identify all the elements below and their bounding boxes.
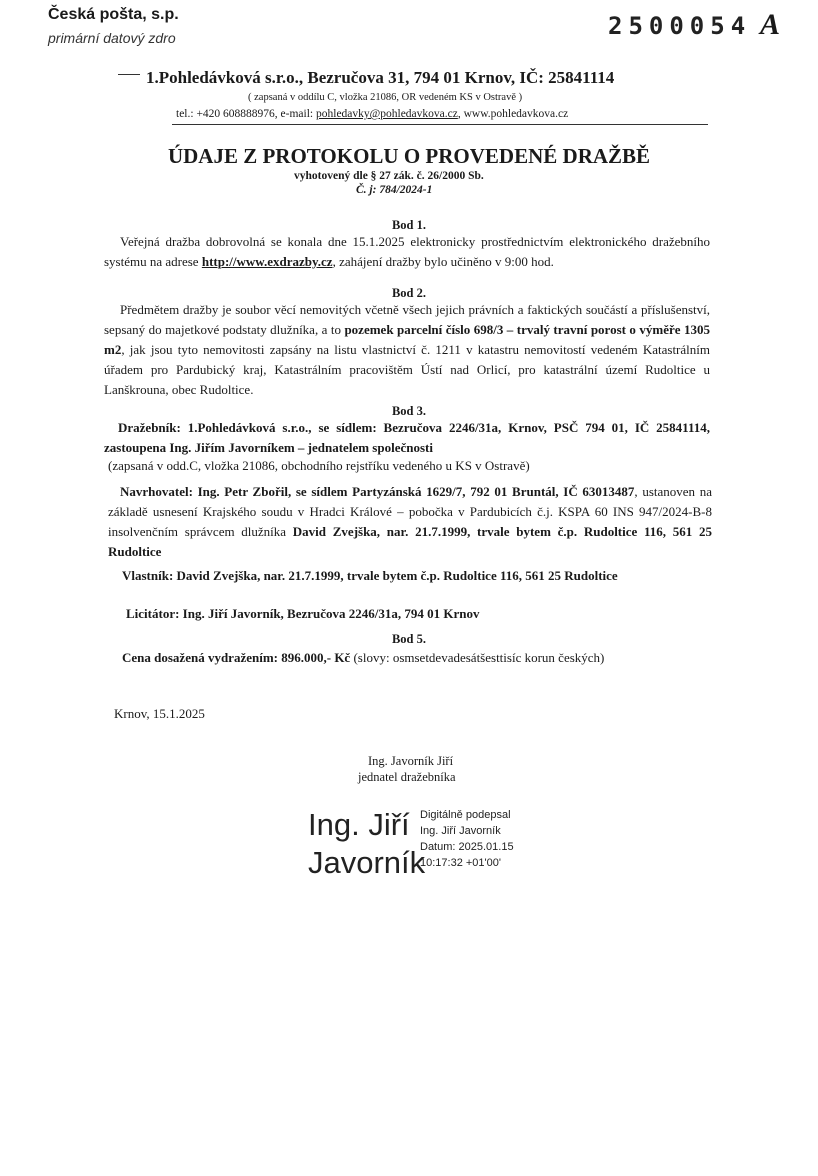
document-subtitle: vyhotovený dle § 27 zák. č. 26/2000 Sb. [294,170,484,182]
signatory-name: Ing. Javorník Jiří [368,754,454,768]
document-title: ÚDAJE Z PROTOKOLU O PROVEDENÉ DRAŽBĚ [167,144,651,168]
digital-signature-name-2: Javorník [308,845,426,880]
auctioneer-registry: (zapsaná v odd.C, vložka 21086, obchodního rejstříku vedeného u KS v Ostravě) [108,458,530,473]
bod1-text-b: , zahájení dražby bylo učiněno v 9:00 hod. [332,254,554,269]
header-rule [172,124,708,125]
email-link[interactable]: pohledavky@pohledavkova.cz [316,108,458,120]
document-suffix: A [760,8,781,41]
post-stamp-source: primární datový zdro [48,30,176,46]
price-value: Cena dosažená vydražením: 896.000,- Kč [122,650,351,665]
bod2-text-a: Předmětem dražby je soubor věcí nemovitých včetně všech jejich právních a faktických součástí a příslušenství, sepsaný do majetkové podstaty dlužníka, a to [104,302,710,337]
licitator-line: Licitátor: Ing. Jiří Javorník, Bezručova 2246/31a, 794 01 Krnov [126,606,480,621]
auctioneer-paragraph [104,418,710,458]
owner-line: Vlastník: David Zvejška, nar. 21.7.1999, trvale bytem č.p. Rudoltice 116, 561 25 Rudoltice [122,568,618,583]
digital-signature-name-1: Ing. Jiří [308,807,410,842]
price-line [122,648,742,668]
proposer-paragraph [108,482,712,562]
signatory-role: jednatel dražebníka [358,770,456,784]
auction-system-link[interactable]: http://www.exdrazby.cz [201,254,333,269]
contact-prefix: tel.: +420 608888976, e-mail: [176,108,316,120]
bod3-heading: Bod 3. [391,404,427,418]
digital-signature-info-1: Digitálně podepsal [420,809,511,821]
contact-separator: , [457,108,464,120]
case-number: Č. j: 784/2024-1 [356,184,433,196]
bod2-paragraph [104,300,710,400]
bod1-heading: Bod 1. [391,218,427,232]
web-link[interactable]: www.pohledavkova.cz [463,108,569,120]
document-number: 2500054 [608,12,752,40]
digital-signature-info-3: Datum: 2025.01.15 [420,841,514,853]
bod5-heading: Bod 5. [391,632,427,646]
company-line: 1.Pohledávková s.r.o., Bezručova 31, 794 01 Krnov, IČ: 25841114 [146,68,615,87]
proposer-debtor: David Zvejška, nar. 21.7.1999, trvale bytem č.p. Rudoltice 116, 561 25 Rudoltice [108,524,712,559]
auctioneer-info: Dražebník: 1.Pohledávková s.r.o., se sídlem: Bezručova 2246/31a, Krnov, PSČ 794 01, IČ 25841114, zastoupena Ing. Jiřím Javorníkem – jednatelem společnosti [104,420,710,455]
proposer-text: , ustanoven na základě usnesení Krajského soudu v Hradci Králové – pobočka v Pardubicích č.j. KSPA 60 INS 947/2024-B-8 insolvenčním správcem dlužníka [108,484,712,539]
post-stamp-title: Česká pošta, s.p. [48,6,179,23]
bod1-paragraph [104,232,710,272]
digital-signature-info-2: Ing. Jiří Javorník [420,825,501,837]
digital-signature-info-4: 10:17:32 +01'00' [420,857,501,869]
bod1-text-a: Veřejná dražba dobrovolná se konala dne 15.1.2025 elektronicky prostřednictvím elektronického dražebního systému na adrese [104,234,710,269]
place-date: Krnov, 15.1.2025 [114,706,205,721]
proposer-info: Navrhovatel: Ing. Petr Zbořil, se sídlem Partyzánská 1629/7, 792 01 Bruntál, IČ 63013487 [120,484,635,499]
bod2-heading: Bod 2. [391,286,427,300]
bod2-property: pozemek parcelní číslo 698/3 – trvalý travní porost o výměře 1305 m2 [104,322,710,357]
header-dash-left [118,74,140,75]
price-words: (slovy: osmsetdevadesátšesttisíc korun českých) [350,650,605,665]
bod2-text-b: , jak jsou tyto nemovitosti zapsány na listu vlastnictví č. 1211 v katastru nemovitostí vedeném Katastrálním úřadem pro Pardubický kraj, Katastrálním pracovištěm Ústí nad Orlicí, pro katastrální území Rudoltice u Lanškrouna, obec Rudoltice. [104,342,710,397]
contact-line [176,108,568,120]
registry-line: ( zapsaná v oddílu C, vložka 21086, OR vedeném KS v Ostravě ) [248,92,523,103]
